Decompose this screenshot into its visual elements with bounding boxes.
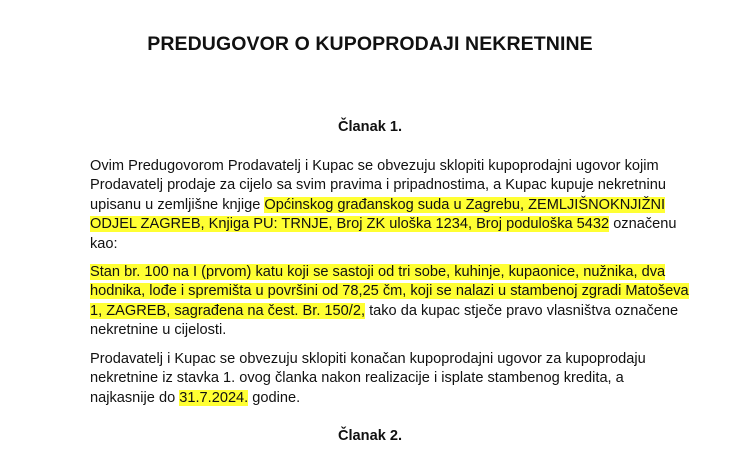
text-run: označenu bbox=[609, 216, 677, 233]
article-1-paragraph-3 bbox=[90, 350, 670, 408]
text-line bbox=[90, 350, 670, 369]
highlighted-date: 31.7.2024. bbox=[179, 389, 249, 406]
text-run: upisanu u zemljišne knjige bbox=[90, 196, 265, 213]
highlighted-text: 1, ZAGREB, sagrađena na čest. Br. 150/2, bbox=[90, 302, 366, 319]
text-run: nekretnine iz stavka 1. ovog članka nakon realizacije i isplate stambenog kredita, a bbox=[90, 370, 624, 387]
text-line bbox=[90, 215, 677, 234]
article-1-paragraph-1 bbox=[90, 157, 677, 254]
article-1-heading: Članak 1. bbox=[337, 119, 403, 135]
article-2-heading: Članak 2. bbox=[337, 428, 403, 444]
highlighted-text: Stan br. 100 na I (prvom) katu koji se sastoji od tri sobe, kuhinje, kupaonice, nužnika, dva bbox=[90, 264, 666, 280]
text-run: nekretnine u cijelosti. bbox=[90, 322, 227, 339]
text-line bbox=[90, 369, 670, 388]
text-line bbox=[90, 263, 670, 282]
text-line bbox=[90, 302, 679, 321]
text-run: najkasnije do bbox=[90, 389, 180, 406]
text-line bbox=[90, 235, 670, 254]
article-1-paragraph-2 bbox=[90, 263, 689, 341]
text-run: kao: bbox=[90, 235, 118, 252]
text-line bbox=[90, 321, 670, 340]
document-title: PREDUGOVOR O KUPOPRODAJI NEKRETNINE bbox=[147, 33, 593, 55]
text-run: Prodavatelj i Kupac se obvezuju sklopiti konačan kupoprodajni ugovor za kupoprodaju bbox=[90, 351, 646, 367]
highlighted-text: Općinskog građanskog suda u Zagrebu, ZEMLJIŠNOKNJIŽNI bbox=[264, 196, 666, 213]
highlighted-text: ODJEL ZAGREB, Knjiga PU: TRNJE, Broj ZK uloška 1234, Broj poduloška 5432 bbox=[90, 216, 610, 233]
highlighted-text: hodnika, lođe i spremišta u površini od 78,25 čm, koji se nalazi u stambenoj zgradi Matoševa bbox=[90, 283, 689, 300]
text-run: godine. bbox=[248, 389, 301, 406]
text-run: Prodavatelj prodaje za cijelo sa svim pravima i pripadnostima, a Kupac kupuje nekretninu bbox=[90, 177, 666, 194]
text-line bbox=[90, 176, 670, 195]
text-run: tako da kupac stječe pravo vlasništva označene bbox=[365, 302, 679, 319]
text-line bbox=[90, 389, 670, 408]
text-line bbox=[90, 157, 670, 176]
text-run: Ovim Predugovorom Prodavatelj i Kupac se obvezuju sklopiti kupoprodajni ugovor kojim bbox=[90, 158, 659, 174]
text-line bbox=[90, 196, 670, 215]
text-line bbox=[90, 282, 689, 301]
